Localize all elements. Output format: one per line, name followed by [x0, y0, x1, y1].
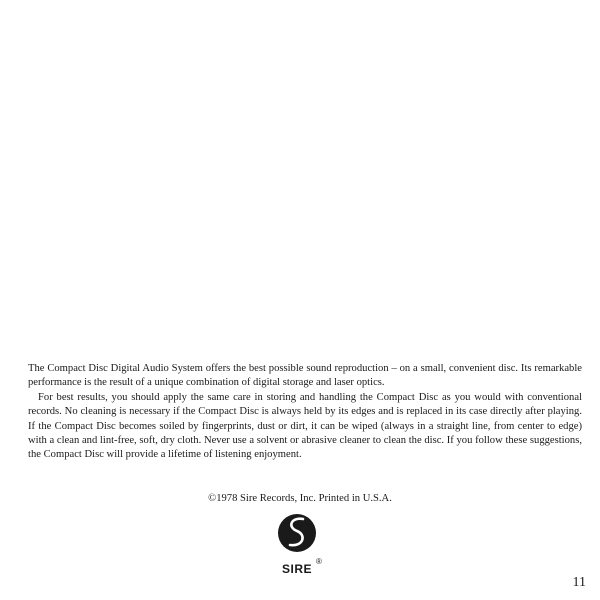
sire-logo: [277, 509, 327, 589]
paragraph-care-instructions: For best results, you should apply the same care in storing and handling the Compact Disc as you would with conventional records. No cleaning is necessary if the Compact Disc is always held by its edges and is replaced in its case directly after playing. If the Compact Disc becomes soiled by fingerprints, dust or dirt, it can be wiped (always in a straight line, from center to edge) with a clean and lint-free, soft, dry cloth. Never use a solvent or abrasive cleaner to clean the disc. If you follow these suggestions, the Compact Disc will provide a lifetime of listening enjoyment.: [28, 391, 582, 461]
paragraph-intro: The Compact Disc Digital Audio System offers the best possible sound reproduction – on a small, convenient disc. Its remarkable performance is the result of a unique combination of digital storage and laser optics.: [28, 363, 582, 389]
sire-s-emblem-icon: [277, 509, 317, 559]
registered-mark: ®: [316, 557, 322, 566]
copyright-line: ©1978 Sire Records, Inc. Printed in U.S.A.: [208, 493, 392, 504]
disc-care-notice: [28, 362, 582, 463]
page-number: 11: [572, 575, 586, 590]
logo-wordmark: SIRE: [281, 562, 312, 576]
